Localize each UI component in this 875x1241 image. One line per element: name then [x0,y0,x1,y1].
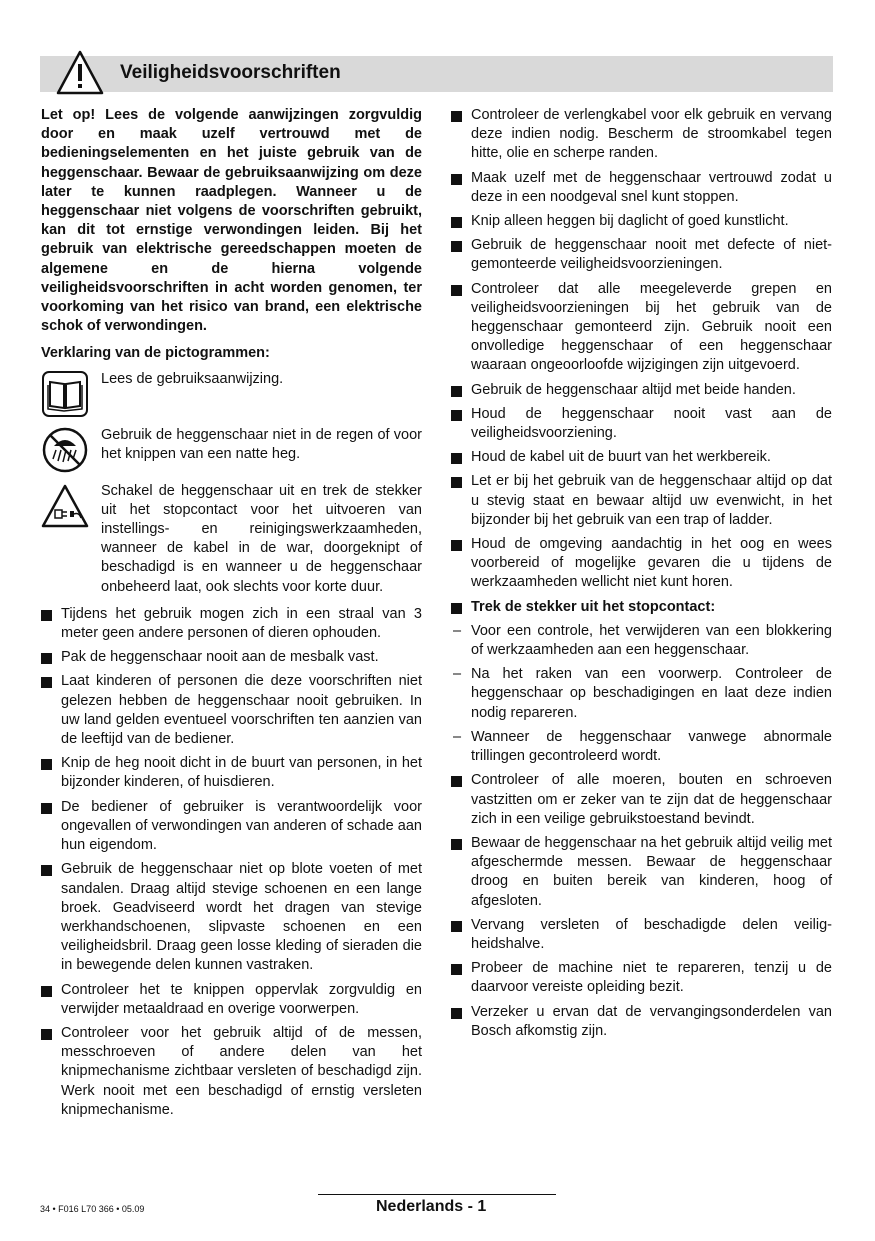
no-rain-icon [41,426,89,474]
left-column [41,106,422,1125]
list-item: Controleer voor het gebruik altijd of de messen, messchroeven of andere delen van het knipmechanisme zichtbaar versleten of beschadigd zijn. Werk nooit met een beschadigd of ernstig versleten knipmechanisme. [41,1024,422,1120]
list-item: Controleer dat alle meegeleverde grepen en veiligheidsvoorzieningen bij het gebruik van de heggenschaar gemonteerd zijn. Gebruik nooit een onvolledige heggenschaar of een heggenschaar waaraan ongeoorloofde wijzigingen zijn uitgevoerd. [451,280,832,376]
dash-item: – Wanneer de heggenschaar vanwege abnormale trillingen gecontroleerd wordt. [451,728,832,766]
pictogram-row [41,482,422,597]
pictogram-text: Schakel de heggenschaar uit en trek de stekker uit het stopcontact voor het uitvoeren van instellings- en reinigingswerkzaamheden, wanneer de kabel in de war, doorgeknipt of beschadigd is en wanneer u de heggenschaar onbeheerd laat, ook slechts voor korte duur. [101,482,422,595]
list-item: Maak uzelf met de heggenschaar vertrouwd zodat u deze in een noodgeval snel kunt stoppen. [451,169,832,207]
list-item: De bediener of gebruiker is verantwoordelijk voor ongevallen of verwondingen van anderen of schade aan hun eigendom. [41,798,422,856]
unplug-heading: Trek de stekker uit het stopcontact: [451,598,832,617]
right-bullet-list [451,106,832,1041]
list-item: Houd de omgeving aandachtig in het oog en wees voorbereid of mogelijke gevaren die u tijdens de werkzaamheden wellicht niet kunt horen. [451,535,832,593]
footer-divider [318,1194,556,1195]
list-item: Knip alleen heggen bij daglicht of goed kunstlicht. [451,212,832,231]
list-item: Probeer de machine niet te repareren, tenzij u de daarvoor vereiste opleiding bezit. [451,959,832,997]
list-item: Gebruik de heggenschaar altijd met beide handen. [451,381,832,400]
list-item: Laat kinderen of personen die deze voorschriften niet gelezen hebben de heggenschaar nooit gebruiken. In uw land gelden eventueel voorschriften ten aanzien van de leeftijd van de bediener. [41,672,422,749]
list-item: Knip de heg nooit dicht in de buurt van personen, in het bijzonder kinderen, of huisdieren. [41,754,422,792]
right-column [451,106,832,1046]
intro-paragraph: Let op! Lees de volgende aanwijzingen zorgvuldig door en maak uzelf vertrouwd met de bedieningselementen en het juiste gebruik van de heggenschaar. Bewaar de gebruiksaanwijzing om deze later te kunnen raadplegen. Wanneer u de heggenschaar niet volgens de voorschriften gebruikt, kan dit tot ernstige verwondingen leiden. Bij het gebruik van elektrische gereedschappen moeten de algemene en de hierna volgende veiligheidsvoorschriften in acht worden genomen, ter voorkoming van het risico van brand, een elektrische schok of verwondingen. [41,107,422,335]
left-bullet-list [41,605,422,1120]
pictogram-text: Gebruik de heggenschaar niet in de regen of voor het knippen van een natte heg. [101,426,422,462]
page-title: Veiligheidsvoorschriften [120,62,341,83]
list-item: Let er bij het gebruik van de heggenschaar altijd op dat u stevig staat en bewaar altijd uw evenwicht, in het bijzonder bij het gebruik van een trap of ladder. [451,472,832,530]
list-item: Gebruik de heggenschaar niet op blote voeten of met sandalen. Draag altijd stevige schoenen en een lange broek. Geadviseerd wordt het dragen van stevige werkhandschoenen, slipvaste schoenen en een veiligheidsbril. Draag geen losse kleding of sieraden die in bewegende delen kunnen vastraken. [41,860,422,975]
pictogram-heading: Verklaring van de pictogrammen: [41,345,270,362]
unplug-warning-icon [41,482,89,530]
page-label: Nederlands - 1 [376,1198,487,1215]
list-item: Bewaar de heggenschaar na het gebruik altijd veilig met afgeschermde messen. Bewaar de heggenschaar droog en buiten bereik van kinderen, hoog of afgesloten. [451,834,832,911]
warning-triangle-icon [55,49,105,97]
dash-item: – Na het raken van een voorwerp. Controleer de heggenschaar op beschadigingen en laat deze indien nodig repareren. [451,665,832,723]
list-item: Controleer de verlengkabel voor elk gebruik en vervang deze indien nodig. Bescherm de stroomkabel tegen hitte, olie en scherpe randen. [451,106,832,164]
list-item: Vervang versleten of beschadigde delen veilig-heidshalve. [451,916,832,954]
list-item: Verzeker u ervan dat de vervangingsonderdelen van Bosch afkomstig zijn. [451,1003,832,1041]
document-code: 34 • F016 L70 366 • 05.09 [40,1204,145,1214]
list-item: Controleer het te knippen oppervlak zorgvuldig en verwijder metaaldraad en overige voorwerpen. [41,981,422,1019]
pictogram-row [41,426,422,474]
pictogram-row [41,370,422,418]
list-item: Gebruik de heggenschaar nooit met defecte of niet-gemonteerde veiligheidsvoorzieningen. [451,236,832,274]
list-item: Pak de heggenschaar nooit aan de mesbalk vast. [41,648,422,667]
list-item: Tijdens het gebruik mogen zich in een straal van 3 meter geen andere personen of dieren ophouden. [41,605,422,643]
dash-item: – Voor een controle, het verwijderen van een blokkering of werkzaamheden aan een heggenschaar. [451,622,832,660]
list-item: Controleer of alle moeren, bouten en schroeven vastzitten om er zeker van te zijn dat de heggenschaar zich in een veilige gebruikstoestand bevindt. [451,771,832,829]
manual-book-icon [41,370,89,418]
list-item: Houd de heggenschaar nooit vast aan de veiligheidsvoorziening. [451,405,832,443]
list-item: Houd de kabel uit de buurt van het werkbereik. [451,448,832,467]
pictogram-text: Lees de gebruiksaanwijzing. [101,370,284,387]
